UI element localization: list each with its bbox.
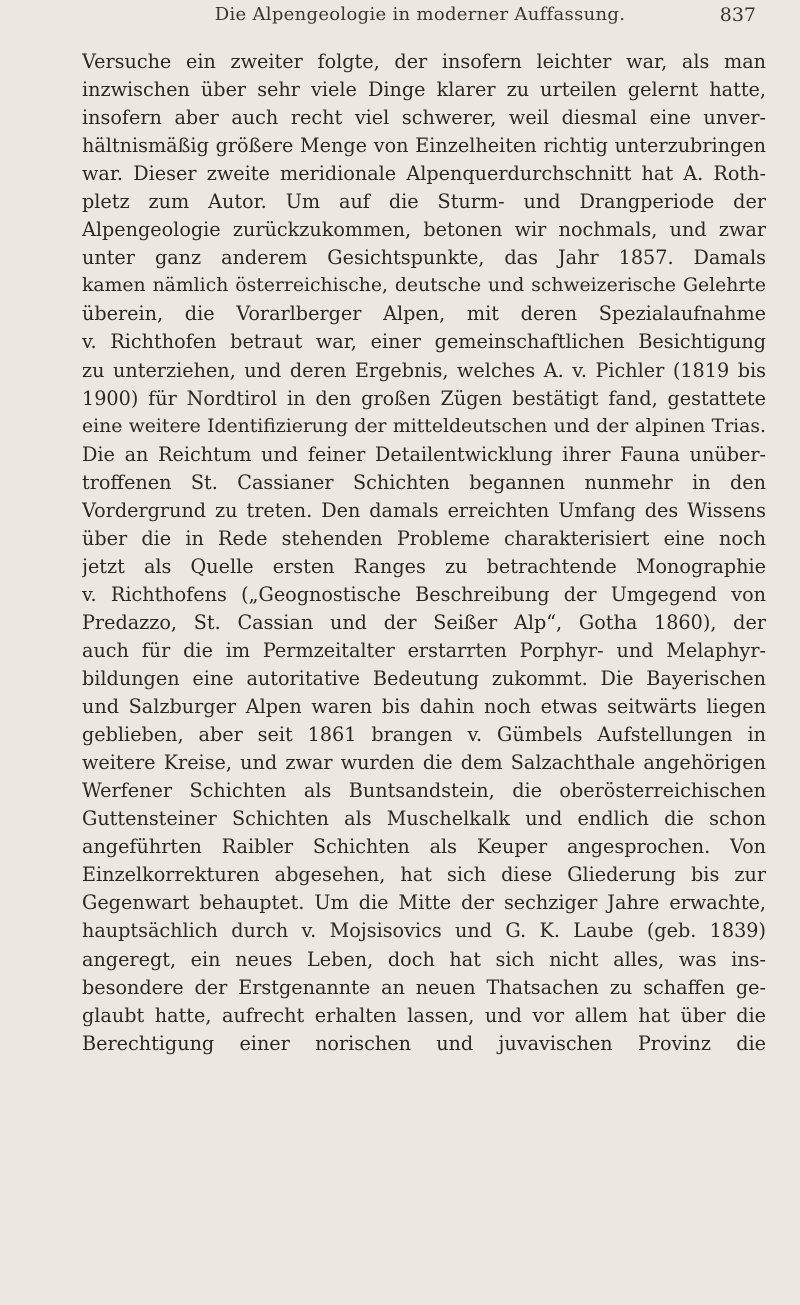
text-line: insofern aber auch recht viel schwerer, weil diesmal eine unver-: [82, 106, 766, 130]
text-line: v. Richthofens („Geognostische Beschreibung der Umgegend von: [82, 582, 766, 606]
text-line: war. Dieser zweite meridionale Alpenquerdurchschnitt hat A. Roth-: [82, 162, 766, 186]
text-line: eine weitere Identifizierung der mitteldeutschen und der alpinen Trias.: [82, 415, 766, 437]
page-header: [80, 4, 760, 36]
text-line: 1900) für Nordtirol in den großen Zügen bestätigt fand, gestattete: [82, 386, 766, 410]
text-line: troffenen St. Cassianer Schichten begannen nunmehr in den: [82, 470, 766, 494]
text-line: zu unterziehen, und deren Ergebnis, welches A. v. Pichler (1819 bis: [82, 358, 766, 382]
text-line: überein, die Vorarlberger Alpen, mit deren Spezialaufnahme: [82, 302, 766, 326]
text-line: unter ganz anderem Gesichtspunkte, das Jahr 1857. Damals: [82, 246, 766, 270]
text-line: glaubt hatte, aufrecht erhalten lassen, und vor allem hat über die: [82, 1003, 766, 1027]
text-line: Werfener Schichten als Buntsandstein, die oberösterreichischen: [82, 779, 766, 803]
text-line: Guttensteiner Schichten als Muschelkalk und endlich die schon: [82, 807, 766, 831]
text-line: kamen nämlich österreichische, deutsche und schweizerische Gelehrte: [82, 275, 766, 297]
text-line: hauptsächlich durch v. Mojsisovics und G. K. Laube (geb. 1839): [82, 919, 766, 943]
text-line: Einzelkorrekturen abgesehen, hat sich diese Gliederung bis zur: [82, 863, 766, 887]
text-line: pletz zum Autor. Um auf die Sturm- und Drangperiode der: [82, 190, 766, 214]
text-line: und Salzburger Alpen waren bis dahin noch etwas seitwärts liegen: [82, 695, 766, 719]
text-line: jetzt als Quelle ersten Ranges zu betrachtende Monographie: [82, 554, 766, 578]
body-paragraph: [82, 48, 766, 1058]
text-line: Versuche ein zweiter folgte, der insofern leichter war, als man: [82, 50, 766, 73]
text-line: hältnismäßig größere Menge von Einzelheiten richtig unterzubringen: [82, 134, 766, 158]
text-line: geblieben, aber seit 1861 brangen v. Gümbels Aufstellungen in: [82, 723, 766, 747]
text-line: auch für die im Permzeitalter erstarrten Porphyr- und Melaphyr-: [82, 638, 766, 662]
text-line: über die in Rede stehenden Probleme charakterisiert eine noch: [82, 526, 766, 550]
text-line: Gegenwart behauptet. Um die Mitte der sechziger Jahre erwachte,: [82, 891, 766, 915]
text-line: angeführten Raibler Schichten als Keuper angesprochen. Von: [82, 835, 766, 859]
text-line: angeregt, ein neues Leben, doch hat sich nicht alles, was ins-: [82, 947, 766, 971]
text-line: weitere Kreise, und zwar wurden die dem Salzachthale angehörigen: [82, 751, 766, 775]
text-line: v. Richthofen betraut war, einer gemeinschaftlichen Besichtigung: [82, 330, 766, 354]
text-line: besondere der Erstgenannte an neuen Thatsachen zu schaffen ge-: [82, 975, 766, 999]
text-line: Vordergrund zu treten. Den damals erreichten Umfang des Wissens: [82, 498, 766, 522]
running-title: Die Alpengeologie in moderner Auffassung.: [214, 4, 626, 25]
text-line: inzwischen über sehr viele Dinge klarer zu urteilen gelernt hatte,: [82, 78, 766, 102]
text-line: Berechtigung einer norischen und juvavischen Provinz die: [82, 1031, 766, 1055]
text-line: Predazzo, St. Cassian und der Seißer Alp“, Gotha 1860), der: [82, 610, 766, 634]
text-line: bildungen eine autoritative Bedeutung zukommt. Die Bayerischen: [82, 667, 766, 691]
text-line: Alpengeologie zurückzukommen, betonen wir nochmals, und zwar: [82, 218, 766, 242]
text-line: Die an Reichtum und feiner Detailentwicklung ihrer Fauna unüber-: [82, 442, 766, 466]
page-number: 837: [719, 4, 756, 26]
